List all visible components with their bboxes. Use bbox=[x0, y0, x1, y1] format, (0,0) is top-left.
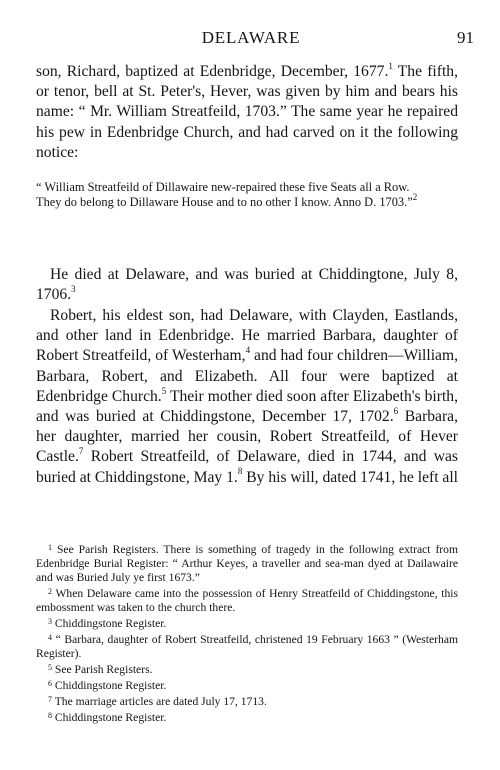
footnote-ref-7: 7 bbox=[78, 446, 84, 457]
footnote-text: Chiddingstone Register. bbox=[54, 617, 167, 630]
footnote-item bbox=[36, 585, 458, 615]
footnote-ref-3: 3 bbox=[71, 284, 76, 295]
footnote-mark: 1 bbox=[48, 543, 52, 552]
para1-text-b: The fifth, or tenor, bell at St. Peter's, Hever, was given by him and bears his name: “ Mr. William Streatfeild, 1703.” The same year he repaired his pew in Edenbridge Church, and had carved on it the following notice: bbox=[36, 63, 458, 161]
inscription-line-1: “ William Streatfeild of Dillawaire new-repaired these five Seats all a Row. bbox=[36, 180, 410, 194]
footnote-text: See Parish Registers. There is something of tragedy in the following extract from Edenbridge Burial Register: “ Arthur Keyes, a traveller and sea-man dyed at Dailawaire and was Buried July ye first 1673.” bbox=[36, 543, 458, 584]
running-head bbox=[28, 28, 474, 52]
footnote-item bbox=[36, 677, 458, 693]
footnote-mark: 6 bbox=[48, 679, 52, 688]
footnote-mark: 5 bbox=[48, 663, 52, 672]
footnote-text: See Parish Registers. bbox=[54, 663, 153, 676]
para3-text-d: Barbara, her daughter, married her cousin, Robert Streatfeild, of Hever Castle. bbox=[36, 408, 458, 466]
footnote-text: When Delaware came into the possession of Henry Streatfeild of Chiddingstone, this embossment was taken to the church there. bbox=[36, 587, 458, 614]
paragraph-3 bbox=[36, 306, 458, 488]
footnote-mark: 2 bbox=[48, 587, 52, 596]
inscription-line-2: They do belong to Dillaware House and to no other I know. Anno D. 1703.” bbox=[36, 194, 413, 209]
footnote-item bbox=[36, 631, 458, 661]
footnote-ref-5: 5 bbox=[161, 385, 167, 396]
para3-text-c: Their mother died soon after Elizabeth's birth, and was buried at Chiddingstone, December 17, 1702. bbox=[36, 387, 458, 426]
para1-text-a: son, Richard, baptized at Edenbridge, December, 1677. bbox=[36, 63, 389, 80]
footnote-item bbox=[36, 541, 458, 585]
footnote-item bbox=[36, 615, 458, 631]
footnote-item bbox=[36, 693, 458, 709]
running-title: DELAWARE bbox=[201, 28, 301, 47]
footnote-ref-2: 2 bbox=[412, 191, 418, 202]
footnote-text: “ Barbara, daughter of Robert Streatfeild, christened 19 February 1663 ” (Westerham Register). bbox=[36, 633, 458, 660]
footnotes bbox=[36, 541, 458, 725]
footnote-item bbox=[36, 709, 458, 725]
footnote-ref-6: 6 bbox=[393, 405, 399, 416]
footnote-ref-1: 1 bbox=[388, 60, 393, 71]
footnote-text: The marriage articles are dated July 17, 1713. bbox=[54, 695, 267, 708]
footnote-text: Chiddingstone Register. bbox=[54, 711, 167, 724]
footnote-text: Chiddingstone Register. bbox=[54, 679, 167, 692]
paragraph-1 bbox=[36, 62, 458, 163]
footnote-mark: 7 bbox=[48, 695, 52, 704]
para3-text-e: Robert Streatfeild, of Delaware, died in 1744, and was buried at Chiddingstone, May 1. bbox=[36, 448, 458, 486]
footnote-ref-4: 4 bbox=[245, 345, 251, 356]
pew-inscription bbox=[36, 180, 464, 210]
para2-text-a: He died at Delaware, and was buried at Chiddingtone, July 8, 1706. bbox=[36, 266, 458, 304]
footnote-mark: 3 bbox=[48, 617, 52, 626]
para3-text-a: Robert, his eldest son, had Delaware, with Clayden, Eastlands, and other land in Edenbridge. He married Barbara, daughter of Robert Streatfeild, of Westerham, bbox=[36, 307, 458, 365]
page-number: 91 bbox=[457, 28, 474, 47]
paragraph-2 bbox=[36, 265, 458, 305]
para3-text-f: By his will, dated 1741, he left all bbox=[242, 468, 459, 486]
footnote-ref-8: 8 bbox=[237, 466, 243, 477]
para3-text-b: and had four children—William, Barbara, Robert, and Elizabeth. All four were baptized at Edenbridge Church. bbox=[36, 347, 458, 405]
footnote-mark: 4 bbox=[48, 633, 52, 642]
footnote-item bbox=[36, 661, 458, 677]
footnote-mark: 8 bbox=[48, 711, 52, 720]
